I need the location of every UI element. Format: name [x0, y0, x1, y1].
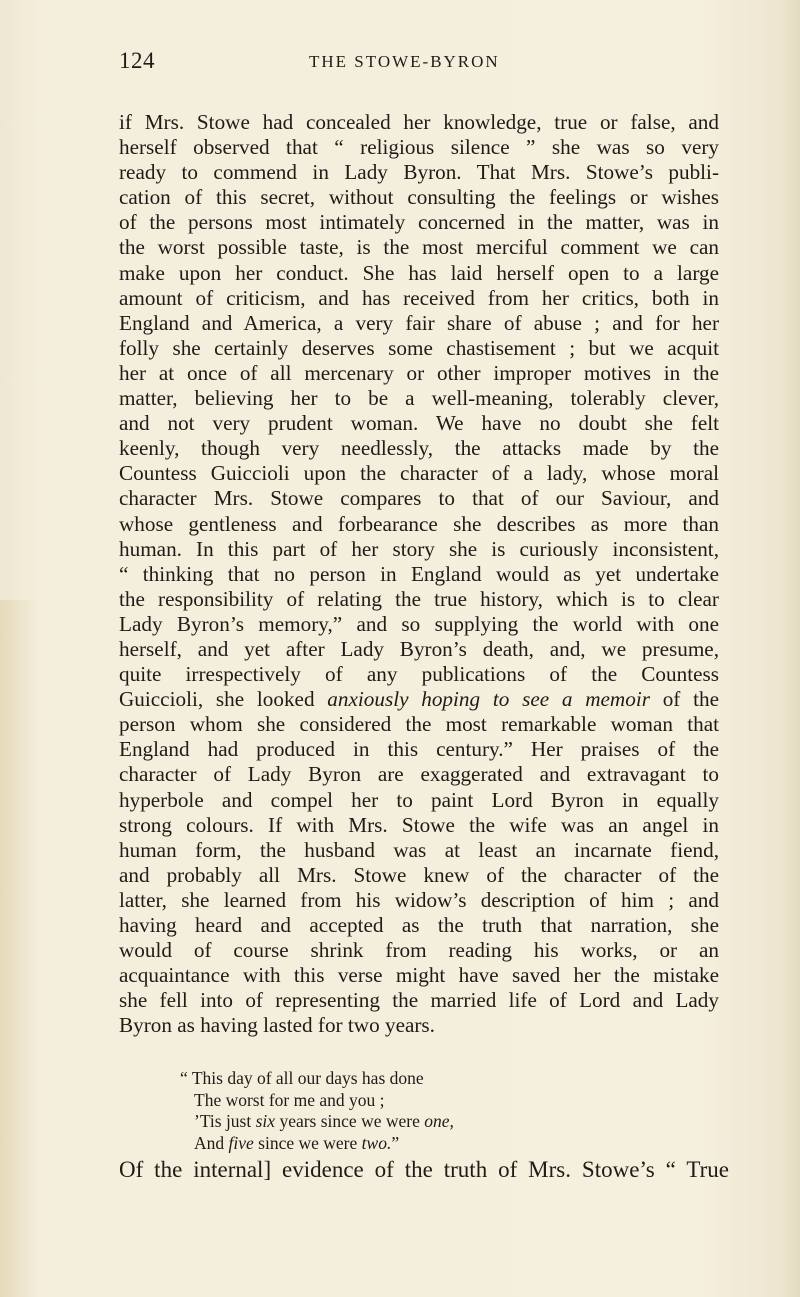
text-line: acquaintance with this verse might have saved her the mistake	[119, 963, 719, 988]
text-line: the responsibility of relating the true history, which is to clear	[119, 586, 719, 611]
verse-line	[180, 1133, 454, 1155]
text-run: of the	[649, 687, 719, 712]
text-run: since we were	[253, 1132, 362, 1153]
text-line: make upon her conduct. She has laid herself open to a large	[119, 260, 719, 285]
text-line: herself observed that “ religious silence ” she was so very	[119, 135, 719, 160]
text-line: herself, and yet after Lady Byron’s death, and, we presume,	[119, 636, 719, 661]
text-run: years since we were	[275, 1111, 425, 1131]
text-line: would of course shrink from reading his works, or an	[119, 938, 719, 963]
text-line: Lady Byron’s memory,” and so supplying the world with one	[119, 611, 719, 636]
italic-word: five	[228, 1132, 254, 1153]
text-line: hyperbole and compel her to paint Lord Byron in equally	[119, 787, 719, 812]
text-run: Guiccioli, she looked	[119, 687, 328, 712]
continuation-line: Of the internal] evidence of the truth of Mrs. Stowe’s “ True	[119, 1157, 729, 1182]
text-line: and probably all Mrs. Stowe knew of the character of the	[119, 862, 719, 887]
text-line-with-italic	[119, 687, 719, 712]
text-line: “ thinking that no person in England would as yet undertake	[119, 561, 719, 586]
text-line: she fell into of representing the married life of Lord and Lady	[119, 988, 719, 1013]
text-line: folly she certainly deserves some chastisement ; but we acquit	[119, 335, 719, 360]
text-line: England had produced in this century.” Her praises of the	[119, 737, 719, 762]
verse-line	[180, 1111, 454, 1133]
text-line: matter, believing her to be a well-meaning, tolerably clever,	[119, 386, 719, 411]
text-line: England and America, a very fair share of abuse ; and for her	[119, 310, 719, 335]
text-line: if Mrs. Stowe had concealed her knowledge, true or false, and	[119, 110, 719, 134]
text-line: amount of criticism, and has received from her critics, both in	[119, 285, 719, 310]
text-line: the worst possible taste, is the most merciful comment we can	[119, 235, 719, 260]
text-line: of the persons most intimately concerned in the matter, was in	[119, 210, 719, 235]
text-line: her at once of all mercenary or other improper motives in the	[119, 360, 719, 385]
italic-word: two.	[361, 1132, 392, 1153]
text-run: And	[194, 1132, 229, 1153]
text-line: and not very prudent woman. We have no doubt she felt	[119, 411, 719, 436]
text-line: having heard and accepted as the truth that narration, she	[119, 913, 719, 937]
text-line: keenly, though very needlessly, the attacks made by the	[119, 436, 719, 461]
text-line: whose gentleness and forbearance she describes as more than	[119, 511, 719, 536]
page-number: 124	[119, 48, 155, 73]
text-line: ready to commend in Lady Byron. That Mrs. Stowe’s publi-	[119, 160, 719, 185]
text-line: human. In this part of her story she is curiously inconsistent,	[119, 536, 719, 561]
text-line: quite irrespectively of any publications of the Countess	[119, 662, 719, 687]
verse-line: The worst for me and you ;	[194, 1089, 385, 1110]
text-line: character Mrs. Stowe compares to that of our Saviour, and	[119, 486, 719, 511]
text-line: Byron as having lasted for two years.	[119, 1013, 435, 1038]
text-line: Countess Guiccioli upon the character of a lady, whose moral	[119, 461, 719, 486]
text-line: human form, the husband was at least an incarnate fiend,	[119, 837, 719, 862]
text-line: cation of this secret, without consulting the feelings or wishes	[119, 185, 719, 210]
italic-word: one,	[424, 1111, 454, 1131]
italic-word: six	[255, 1111, 276, 1131]
text-line: strong colours. If with Mrs. Stowe the wife was an angel in	[119, 812, 719, 837]
text-line: person whom she considered the most remarkable woman that	[119, 712, 719, 737]
page-edge-shadow	[782, 0, 800, 1297]
body-paragraph	[119, 110, 719, 1038]
text-run: ”	[391, 1132, 400, 1153]
text-run: ’Tis just	[194, 1111, 256, 1131]
text-line: latter, she learned from his widow’s description of him ; and	[119, 887, 719, 912]
italic-phrase: anxiously hoping to see a memoir	[327, 687, 650, 712]
running-head	[119, 48, 719, 80]
page-stain	[0, 600, 40, 1297]
verse-line: “ This day of all our days has done	[180, 1068, 424, 1088]
verse-quotation	[180, 1068, 454, 1154]
running-title: THE STOWE-BYRON	[309, 52, 500, 71]
text-line: character of Lady Byron are exaggerated and extravagant to	[119, 762, 719, 787]
